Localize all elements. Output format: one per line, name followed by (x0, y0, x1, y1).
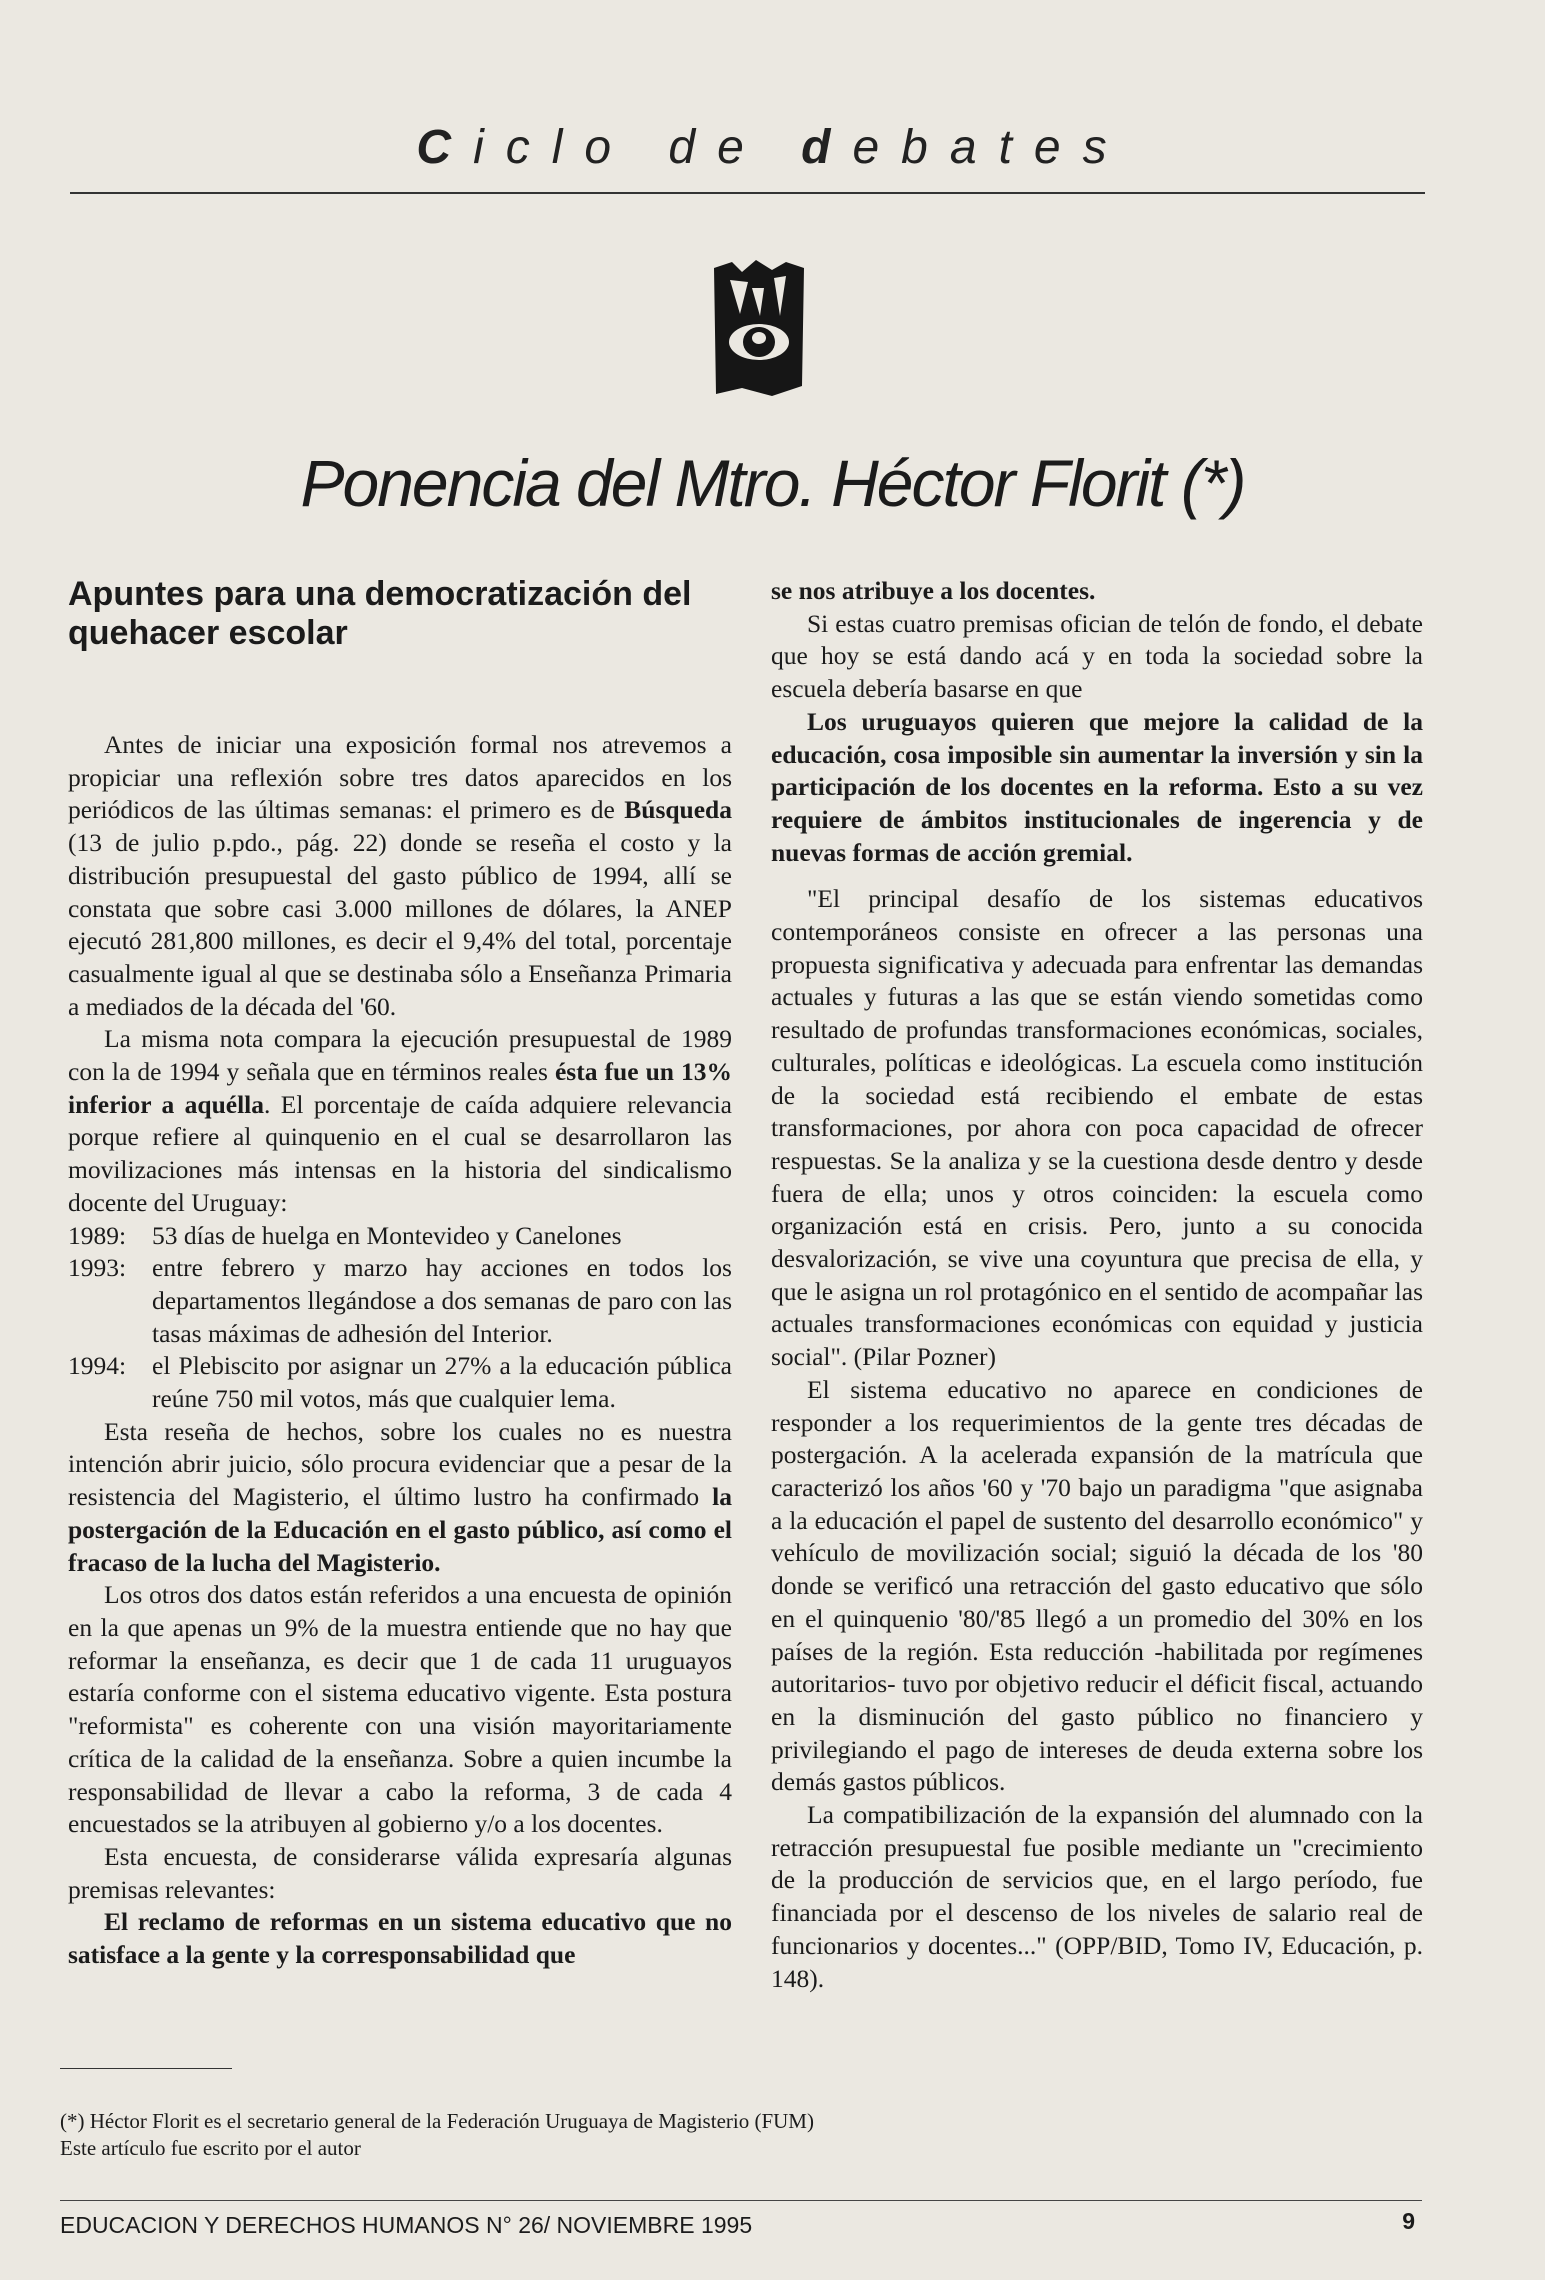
quote-paragraph: "El principal desafío de los sistemas educativos contemporáneos consiste en ofrecer a las personas una propuesta significativa y adecuada para enfrentar las demandas actuales y futuras a las que se están viendo sometidas como resultado de profundas transformaciones económicas, sociales, culturales, políticas e ideológicas. La escuela como institución de la sociedad está recibiendo el embate de estas transformaciones, por ahora con poca capacidad de ofrecer respuestas. Se la analiza y se la cuestiona desde dentro y desde fuera de ella; unos y otros coinciden: la escuela como organización está en crisis. Pero, junto a su conocida desvalorización, se vive una coyuntura que precisa de ella, y que le asigna un rol protagónico en el sentido de acompañar las actuales transformaciones económicas con equidad y justicia social". (Pilar Pozner) (771, 884, 1423, 1372)
journal-name: EDUCACION Y DERECHOS HUMANOS N° 26/ NOVIEMBRE 1995 (60, 2212, 753, 2238)
section-title-end: ebates (852, 121, 1129, 174)
list-item (68, 1350, 732, 1415)
paragraph (68, 1416, 732, 1580)
paragraph-bold: Los uruguayos quieren que mejore la calidad de la educación, cosa imposible sin aumentar la inversión y sin la participación de los docentes en la reforma. Esto a su vez requiere de ámbitos institucionales de ingerencia y de nuevas formas de acción gremial. (771, 706, 1423, 867)
paragraph: Esta encuesta, de considerarse válida expresaría algunas premisas relevantes: (68, 1841, 732, 1904)
list-year: 1993: (68, 1253, 127, 1283)
list-item (68, 1252, 732, 1350)
header-rule (70, 192, 1425, 194)
paragraph (771, 706, 1423, 870)
paragraph-bold: se nos atribuye a los docentes. (771, 576, 1096, 605)
paragraph-text: Esta reseña de hechos, sobre los cuales no es nuestra intención abrir juicio, sólo procura evidenciar que a pesar de la resistencia del Magisterio, el último lustro ha confirmado (68, 1416, 732, 1512)
list-text: el Plebiscito por asignar un 27% a la educación pública reúne 750 mil votos, más que cualquier lema. (152, 1351, 732, 1414)
paragraph (68, 1023, 732, 1219)
paragraph (68, 729, 732, 1023)
article-subtitle: Apuntes para una democratización del quehacer escolar (68, 575, 692, 652)
paragraph-text: Antes de iniciar una exposición formal nos atrevemos a propiciar una reflexión sobre tres datos aparecidos en los periódicos de las últimas semanas: el primero es de (68, 730, 732, 825)
paragraph (68, 1906, 732, 1971)
section-title (0, 120, 1545, 175)
footnote-line: (*) Héctor Florit es el secretario general de la Federación Uruguaya de Magisterio (FUM) (60, 2109, 814, 2133)
section-title-mid: iclo de (473, 121, 802, 174)
paragraph-bold: Búsqueda (624, 795, 732, 825)
footer-rule (60, 2200, 1422, 2201)
footnote (60, 2108, 1460, 2162)
footnote-rule (60, 2068, 232, 2069)
list-item (68, 1220, 732, 1253)
paragraph-bold: El reclamo de reformas en un sistema educativo que no satisface a la gente y la corresponsabilidad que (68, 1907, 732, 1970)
section-title-first: C (416, 121, 474, 174)
section-title-bold: d (801, 121, 853, 174)
paragraph-bold: la postergación de la Educación en el gasto público, así como el fracaso de la lucha del Magisterio. (68, 1482, 732, 1577)
list-text: entre febrero y marzo hay acciones en todos los departamentos llegándose a dos semanas de paro con las tasas máximas de adhesión del Interior. (152, 1253, 732, 1348)
right-column (771, 575, 1423, 1995)
paragraph-text: La misma nota compara la ejecución presupuestal de 1989 con la de 1994 y señala que en términos reales (68, 1024, 732, 1087)
paragraph-bold: ésta fue un 13% inferior a aquélla (68, 1057, 732, 1119)
list-year: 1989: (68, 1220, 127, 1250)
spacer (771, 869, 1423, 883)
paragraph-text: (13 de julio p.pdo., pág. 22) donde se reseña el costo y la distribución presupuestal del gasto público de 1994, allí se constata que sobre casi 3.000 millones de dólares, la ANEP ejecutó 281,800 millones, es decir el 9,4% del total, porcentaje casualmente igual al que se destinaba sólo a Enseñanza Primaria a mediados de la década del '60. (68, 828, 732, 1021)
eye-in-mouth-icon (712, 258, 807, 398)
list-text: 53 días de huelga en Montevideo y Canelones (152, 1220, 622, 1250)
left-column (68, 575, 732, 1972)
paragraph: Los otros dos datos están referidos a una encuesta de opinión en la que apenas un 9% de la muestra entiende que no hay que reformar la enseñanza, es decir que 1 de cada 11 uruguayos estaría conforme con el sistema educativo vigente. Esta postura "reformista" es coherente con una visión mayoritariamente crítica de la calidad de la enseñanza. Sobre a quien incumbe la responsabilidad de llevar a cabo la reforma, 3 de cada 4 encuestados se la atribuyen al gobierno y/o a los docentes. (68, 1580, 732, 1839)
list-year: 1994: (68, 1351, 127, 1381)
paragraph: Si estas cuatro premisas ofician de telón de fondo, el debate que hoy se está dando acá y en toda la sociedad sobre la escuela debería basarse en que (771, 608, 1423, 704)
paragraph (771, 575, 1423, 608)
footnote-line: Este artículo fue escrito por el autor (60, 2136, 361, 2160)
paragraph: El sistema educativo no aparece en condiciones de responder a los requerimientos de la gente tres décadas de postergación. A la acelerada expansión de la matrícula que caracterizó los años '60 y '70 bajo un paradigma "que asignaba a la educación el papel de sustento del desarrollo económico" y vehículo de movilización social; siguió la década de los '80 donde se verificó una retracción del gasto educativo que sólo en el quinquenio '80/'85 llegó a un promedio del 30% en los países de la región. Esta reducción -habilitada por regímenes autoritarios- tuvo por objetivo reducir el déficit fiscal, actuando en la disminución del gasto público no financiero y privilegiando el pago de intereses de deuda externa sobre los demás gastos públicos. (771, 1374, 1423, 1797)
paragraph-text: . El porcentaje de caída adquiere relevancia porque refiere al quinquenio en el cual se desarrollaron las movilizaciones más intensas en la historia del sindicalismo docente del Uruguay: (68, 1089, 732, 1217)
article-title: Ponencia del Mtro. Héctor Florit (*) (300, 446, 1245, 520)
page-number: 9 (1402, 2208, 1415, 2234)
paragraph: La compatibilización de la expansión del alumnado con la retracción presupuestal fue posible mediante un "crecimiento de la producción de servicios que, en el largo período, fue financiada por el descenso de los niveles de salario real de funcionarios y docentes..." (OPP/BID, Tomo IV, Educación, p. 148). (771, 1800, 1423, 1993)
